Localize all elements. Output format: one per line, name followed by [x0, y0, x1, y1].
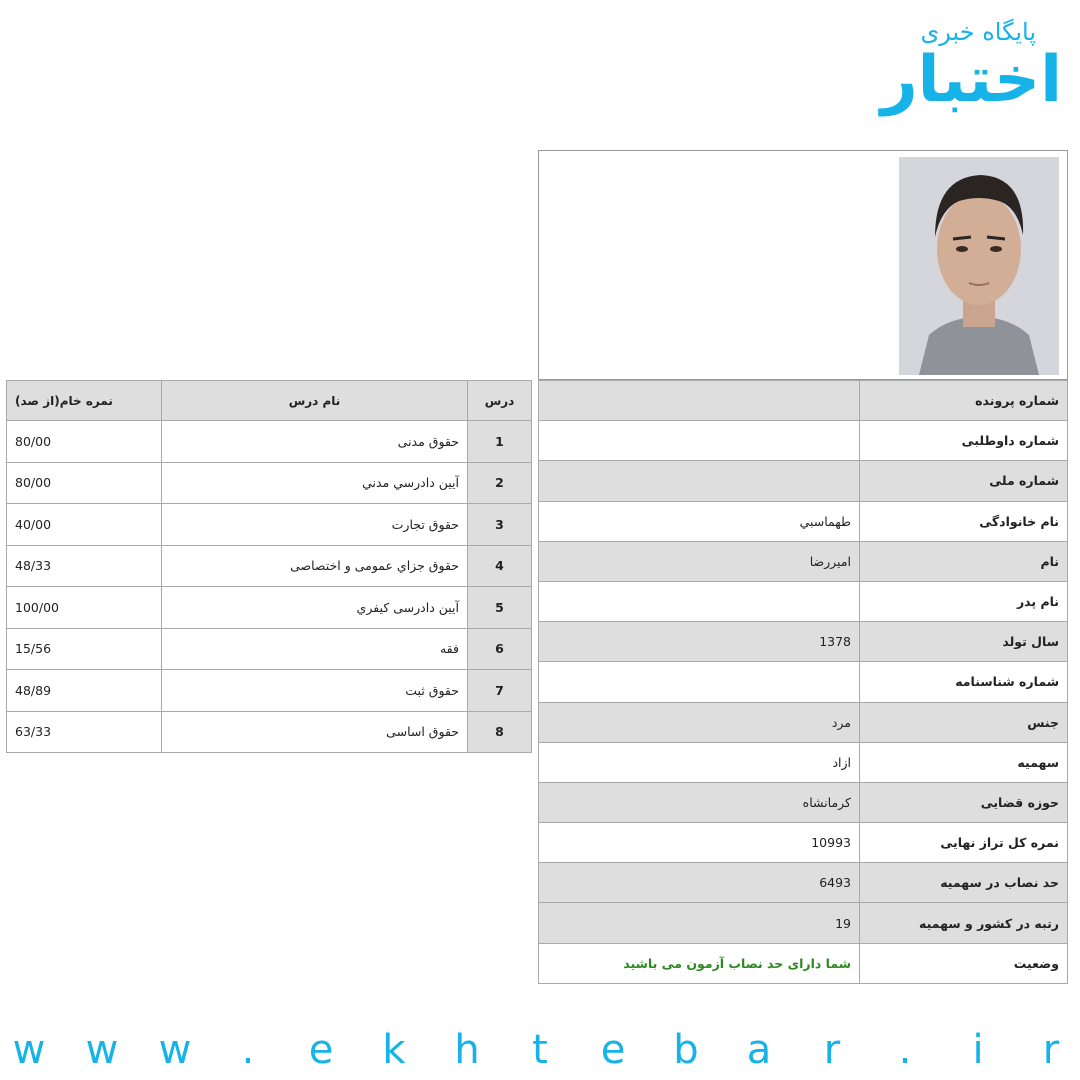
course-name: حقوق اساسی — [162, 711, 468, 753]
course-number: 5 — [468, 587, 532, 629]
info-label: نام پدر — [860, 581, 1068, 621]
info-value: ازاد — [539, 742, 860, 782]
info-row — [539, 863, 1068, 903]
info-label: نام — [860, 541, 1068, 581]
info-value: طهماسبي — [539, 501, 860, 541]
info-row — [539, 581, 1068, 621]
course-name: حقوق جزاي عمومی و اختصاصی — [162, 545, 468, 587]
info-row — [539, 622, 1068, 662]
info-row — [539, 381, 1068, 421]
candidate-info-table — [538, 380, 1068, 984]
info-label: حوزه قضایی — [860, 782, 1068, 822]
url-char: r — [823, 1027, 841, 1073]
course-score: 100/00 — [7, 587, 162, 629]
course-number: 4 — [468, 545, 532, 587]
info-label: سال تولد — [860, 622, 1068, 662]
info-value: مرد — [539, 702, 860, 742]
website-url — [0, 1027, 1080, 1073]
grade-row — [7, 421, 532, 463]
info-label: نام خانوادگی — [860, 501, 1068, 541]
info-row — [539, 943, 1068, 983]
url-char: a — [746, 1027, 772, 1073]
url-char: . — [898, 1027, 912, 1073]
url-char: . — [241, 1027, 255, 1073]
course-number: 2 — [468, 462, 532, 504]
course-name: حقوق تجارت — [162, 504, 468, 546]
info-label: حد نصاب در سهمیه — [860, 863, 1068, 903]
logo-tagline: پایگاه خبری — [920, 18, 1036, 46]
course-score: 15/56 — [7, 628, 162, 670]
info-label: شماره داوطلبی — [860, 421, 1068, 461]
info-value: اميررضا — [539, 541, 860, 581]
info-row — [539, 903, 1068, 943]
info-label: شماره پرونده — [860, 381, 1068, 421]
candidate-photo — [899, 157, 1059, 375]
grade-row — [7, 462, 532, 504]
url-char: i — [972, 1027, 984, 1073]
course-number: 1 — [468, 421, 532, 463]
info-row — [539, 823, 1068, 863]
info-label: جنس — [860, 702, 1068, 742]
info-value: 1378 — [539, 622, 860, 662]
info-value — [539, 381, 860, 421]
course-name: آيين دادرسی كيفري — [162, 587, 468, 629]
info-value — [539, 421, 860, 461]
url-char: w — [12, 1027, 46, 1073]
info-value: کرمانشاه — [539, 782, 860, 822]
info-label: سهمیه — [860, 742, 1068, 782]
info-row — [539, 461, 1068, 501]
info-row — [539, 662, 1068, 702]
course-number: 8 — [468, 711, 532, 753]
info-value: 19 — [539, 903, 860, 943]
info-label: رتبه در کشور و سهمیه — [860, 903, 1068, 943]
site-logo — [866, 14, 1066, 134]
course-score: 80/00 — [7, 421, 162, 463]
info-value — [539, 581, 860, 621]
grade-row — [7, 504, 532, 546]
course-name: حقوق ثبت — [162, 670, 468, 712]
status-message: شما دارای حد نصاب آزمون می باشید — [539, 943, 860, 983]
logo-title: اختبار — [880, 43, 1062, 117]
grade-row — [7, 711, 532, 753]
course-score: 48/33 — [7, 545, 162, 587]
info-label: وضعیت — [860, 943, 1068, 983]
course-score: 80/00 — [7, 462, 162, 504]
url-char: b — [673, 1027, 699, 1073]
url-char: r — [1042, 1027, 1060, 1073]
info-value — [539, 662, 860, 702]
course-number: 3 — [468, 504, 532, 546]
info-label: نمره کل تراز نهایی — [860, 823, 1068, 863]
photo-panel — [538, 150, 1068, 380]
url-char: k — [382, 1027, 406, 1073]
info-row — [539, 541, 1068, 581]
course-name: فقه — [162, 628, 468, 670]
url-char: w — [158, 1027, 192, 1073]
info-row — [539, 702, 1068, 742]
info-value: 10993 — [539, 823, 860, 863]
info-value — [539, 461, 860, 501]
info-label: شماره ملی — [860, 461, 1068, 501]
info-value: 6493 — [539, 863, 860, 903]
url-char: e — [308, 1027, 334, 1073]
course-score: 40/00 — [7, 504, 162, 546]
course-score: 63/33 — [7, 711, 162, 753]
grade-row — [7, 545, 532, 587]
url-char: t — [532, 1027, 548, 1073]
info-row — [539, 501, 1068, 541]
course-name: آيين دادرسي مدني — [162, 462, 468, 504]
url-char: e — [600, 1027, 626, 1073]
course-number: 6 — [468, 628, 532, 670]
url-char: w — [85, 1027, 119, 1073]
header-course-number: درس — [468, 381, 532, 421]
url-char: h — [454, 1027, 480, 1073]
info-row — [539, 421, 1068, 461]
course-name: حقوق مدنی — [162, 421, 468, 463]
course-number: 7 — [468, 670, 532, 712]
info-row — [539, 742, 1068, 782]
header-course-name: نام درس — [162, 381, 468, 421]
info-row — [539, 782, 1068, 822]
grades-header-row — [7, 381, 532, 421]
course-score: 48/89 — [7, 670, 162, 712]
grade-row — [7, 670, 532, 712]
grade-row — [7, 587, 532, 629]
info-label: شماره شناسنامه — [860, 662, 1068, 702]
grades-table — [6, 380, 532, 753]
grade-row — [7, 628, 532, 670]
header-raw-score: نمره خام(از صد) — [7, 381, 162, 421]
